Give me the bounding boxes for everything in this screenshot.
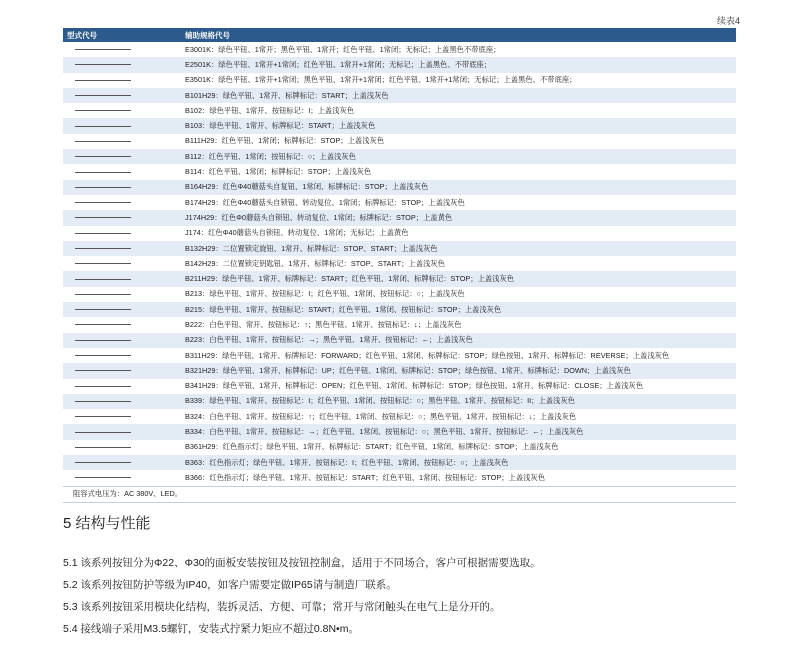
section-item: 5.3 该系列按钮采用模块化结构，装拆灵活、方便、可靠；常开与常闭触头在电气上是分开的。: [63, 601, 501, 613]
table-row: [63, 470, 736, 485]
aux-spec-cell: B321H29：绿色平钮、1常开、标牌标记：UP；红色平钮、1常闭、标牌标记：STOP；绿色按钮、1常开、标牌标记：DOWN；上盖浅灰色: [185, 365, 631, 375]
section-title: 5 结构与性能: [63, 515, 151, 532]
dash-placeholder: [75, 141, 131, 142]
table-row: [63, 180, 736, 195]
spec-table: [63, 28, 736, 503]
model-code-cell: [63, 248, 185, 249]
header-model-code: 型式代号: [67, 30, 97, 40]
dash-placeholder: [75, 462, 131, 463]
model-code-cell: [63, 202, 185, 203]
table-row: [63, 134, 736, 149]
model-code-cell: [63, 462, 185, 463]
table-header: [63, 28, 736, 42]
table-row: [63, 348, 736, 363]
table-row: [63, 424, 736, 439]
table-row: [63, 440, 736, 455]
aux-spec-cell: B339：绿色平钮、1常开、按钮标记：I；红色平钮、1常闭、按钮标记：○；黑色平钮、1常开、按钮标记：II；上盖浅灰色: [185, 396, 575, 406]
dash-placeholder: [75, 49, 131, 50]
aux-spec-cell: B215：绿色平钮、1常开、按钮标记：START；红色平钮、1常闭、按钮标记：STOP；上盖浅灰色: [185, 304, 502, 314]
model-code-cell: [63, 401, 185, 402]
dash-placeholder: [75, 187, 131, 188]
aux-spec-cell: E2501K：绿色平钮、1常开+1常闭；红色平钮、1常开+1常闭；无标记；上盖黑色、不带底座；: [185, 59, 492, 69]
aux-spec-cell: B366：红色指示灯；绿色平钮、1常开、按钮标记：START；红色平钮、1常闭、按钮标记：STOP；上盖浅灰色: [185, 472, 546, 482]
table-row: [63, 394, 736, 409]
dash-placeholder: [75, 477, 131, 478]
table-row: [63, 88, 736, 103]
table-row: [63, 333, 736, 348]
dash-placeholder: [75, 340, 131, 341]
model-code-cell: [63, 141, 185, 142]
dash-placeholder: [75, 248, 131, 249]
table-row: [63, 73, 736, 88]
table-row: [63, 164, 736, 179]
dash-placeholder: [75, 416, 131, 417]
dash-placeholder: [75, 156, 131, 157]
continued-label: 续表4: [716, 16, 740, 26]
table-row: [63, 409, 736, 424]
aux-spec-cell: B112：红色平钮、1常闭；按钮标记：○；上盖浅灰色: [185, 151, 356, 161]
model-code-cell: [63, 477, 185, 478]
aux-spec-cell: B164H29：红色Φ40蘑菇头自复钮、1常闭、标牌标记：STOP；上盖浅灰色: [185, 182, 429, 192]
dash-placeholder: [75, 386, 131, 387]
dash-placeholder: [75, 80, 131, 81]
model-code-cell: [63, 263, 185, 264]
section-item: 5.1 该系列按钮分为Φ22、Φ30的面板安装按钮及按钮控制盒，适用于不同场合，客户可根据需要选取。: [63, 557, 541, 569]
model-code-cell: [63, 309, 185, 310]
aux-spec-cell: B213：绿色平钮、1常开、按钮标记：I；红色平钮、1常闭、按钮标记：○；上盖浅灰色: [185, 289, 465, 299]
dash-placeholder: [75, 447, 131, 448]
aux-spec-cell: B114：红色平钮、1常闭；标牌标记：STOP；上盖浅灰色: [185, 167, 372, 177]
aux-spec-cell: B211H29：绿色平钮、1常开、标牌标记：START；红色平钮、1常闭、标牌标记：STOP；上盖浅灰色: [185, 274, 515, 284]
model-code-cell: [63, 64, 185, 65]
table-row: [63, 302, 736, 317]
model-code-cell: [63, 110, 185, 111]
table-row: [63, 287, 736, 302]
model-code-cell: [63, 416, 185, 417]
dash-placeholder: [75, 309, 131, 310]
model-code-cell: [63, 187, 185, 188]
model-code-cell: [63, 447, 185, 448]
aux-spec-cell: E3501K：绿色平钮、1常开+1常闭；黑色平钮、1常开+1常闭；红色平钮、1常开+1常闭；无标记；上盖黑色、不带底座；: [185, 75, 577, 85]
dash-placeholder: [75, 370, 131, 371]
table-body: [63, 42, 736, 486]
dash-placeholder: [75, 432, 131, 433]
dash-placeholder: [75, 126, 131, 127]
aux-spec-cell: B311H29：绿色平钮、1常开、标牌标记：FORWARD；红色平钮、1常闭、标牌标记：STOP；绿色按钮、1常开、标牌标记：REVERSE；上盖浅灰色: [185, 350, 670, 360]
dash-placeholder: [75, 279, 131, 280]
model-code-cell: [63, 294, 185, 295]
table-row: [63, 271, 736, 286]
table-row: [63, 195, 736, 210]
dash-placeholder: [75, 263, 131, 264]
dash-placeholder: [75, 401, 131, 402]
model-code-cell: [63, 49, 185, 50]
table-row: [63, 210, 736, 225]
model-code-cell: [63, 324, 185, 325]
aux-spec-cell: B363：红色指示灯；绿色平钮、1常开、按钮标记：I；红色平钮、1常闭、按钮标记：○；上盖浅灰色: [185, 457, 509, 467]
aux-spec-cell: B341H29：绿色平钮、1常开、标牌标记：OPEN；红色平钮、1常闭、标牌标记：STOP；绿色按钮、1常开、标牌标记：CLOSE；上盖浅灰色: [185, 381, 644, 391]
dash-placeholder: [75, 64, 131, 65]
aux-spec-cell: B361H29：红色指示灯；绿色平钮、1常开、标牌标记：START；红色平钮、1常闭、标牌标记：STOP；上盖浅灰色: [185, 442, 559, 452]
table-row: [63, 379, 736, 394]
model-code-cell: [63, 279, 185, 280]
aux-spec-cell: J174H29：红色Φ0蘑菇头自锁钮、转动复位、1常闭；标牌标记：STOP；上盖黄色: [185, 212, 453, 222]
table-row: [63, 57, 736, 72]
table-footnote: 阻容式电压为：AC 380V、LED。: [63, 486, 736, 503]
aux-spec-cell: B223：白色平钮、1常开、按钮标记：→；黑色平钮、1常开、按钮标记：←；上盖浅灰色: [185, 335, 473, 345]
model-code-cell: [63, 80, 185, 81]
dash-placeholder: [75, 110, 131, 111]
aux-spec-cell: B132H29：二位置锁定旋钮、1常开、标牌标记：STOP、START；上盖浅灰色: [185, 243, 438, 253]
dash-placeholder: [75, 202, 131, 203]
model-code-cell: [63, 355, 185, 356]
table-row: [63, 42, 736, 57]
table-row: [63, 363, 736, 378]
aux-spec-cell: B102：绿色平钮、1常开、按钮标记：I；上盖浅灰色: [185, 105, 355, 115]
model-code-cell: [63, 156, 185, 157]
model-code-cell: [63, 386, 185, 387]
model-code-cell: [63, 340, 185, 341]
table-row: [63, 256, 736, 271]
table-row: [63, 455, 736, 470]
dash-placeholder: [75, 172, 131, 173]
table-row: [63, 317, 736, 332]
aux-spec-cell: E3001K：绿色平钮、1常开；黑色平钮、1常开；红色平钮、1常闭；无标记；上盖黑色不带底座；: [185, 44, 501, 54]
table-row: [63, 149, 736, 164]
aux-spec-cell: B101H29：绿色平钮、1常开、标牌标记：START；上盖浅灰色: [185, 90, 389, 100]
model-code-cell: [63, 370, 185, 371]
aux-spec-cell: B174H29：红色Φ40蘑菇头自锁钮、转动复位、1常闭；标牌标记：STOP；上盖浅灰色: [185, 197, 465, 207]
model-code-cell: [63, 233, 185, 234]
model-code-cell: [63, 95, 185, 96]
model-code-cell: [63, 217, 185, 218]
aux-spec-cell: B142H29：二位置锁定钥匙钮、1常开、标牌标记：STOP、START；上盖浅灰色: [185, 258, 445, 268]
dash-placeholder: [75, 217, 131, 218]
section-item: 5.2 该系列按钮防护等级为IP40，如客户需要定做IP65请与制造厂联系。: [63, 579, 397, 591]
aux-spec-cell: B222：白色平钮、常开、按钮标记：↑；黑色平钮、1常开、按钮标记：↓；上盖浅灰色: [185, 319, 462, 329]
section-item: 5.4 接线端子采用M3.5螺钉，安装式拧紧力矩应不超过0.8N•m。: [63, 623, 359, 635]
table-row: [63, 118, 736, 133]
table-row: [63, 241, 736, 256]
aux-spec-cell: B334：白色平钮、1常开、按钮标记：→；红色平钮、1常闭、按钮标记：○；黑色平钮、1常开、按钮标记：←；上盖浅灰色: [185, 427, 584, 437]
dash-placeholder: [75, 324, 131, 325]
table-row: [63, 226, 736, 241]
aux-spec-cell: B111H29：红色平钮、1常闭；标牌标记：STOP；上盖浅灰色: [185, 136, 385, 146]
dash-placeholder: [75, 355, 131, 356]
model-code-cell: [63, 432, 185, 433]
aux-spec-cell: B103：绿色平钮、1常开、标牌标记：START；上盖浅灰色: [185, 121, 376, 131]
aux-spec-cell: B324：白色平钮、1常开、按钮标记：↑；红色平钮、1常闭、按钮标记：○；黑色平钮、1常开、按钮标记：↓；上盖浅灰色: [185, 411, 577, 421]
model-code-cell: [63, 126, 185, 127]
dash-placeholder: [75, 294, 131, 295]
dash-placeholder: [75, 233, 131, 234]
header-aux-spec-code: 辅助规格代号: [185, 30, 230, 40]
table-row: [63, 103, 736, 118]
dash-placeholder: [75, 95, 131, 96]
model-code-cell: [63, 172, 185, 173]
aux-spec-cell: J174：红色Φ40蘑菇头自锁钮、转动复位、1常闭；无标记；上盖黄色: [185, 228, 409, 238]
